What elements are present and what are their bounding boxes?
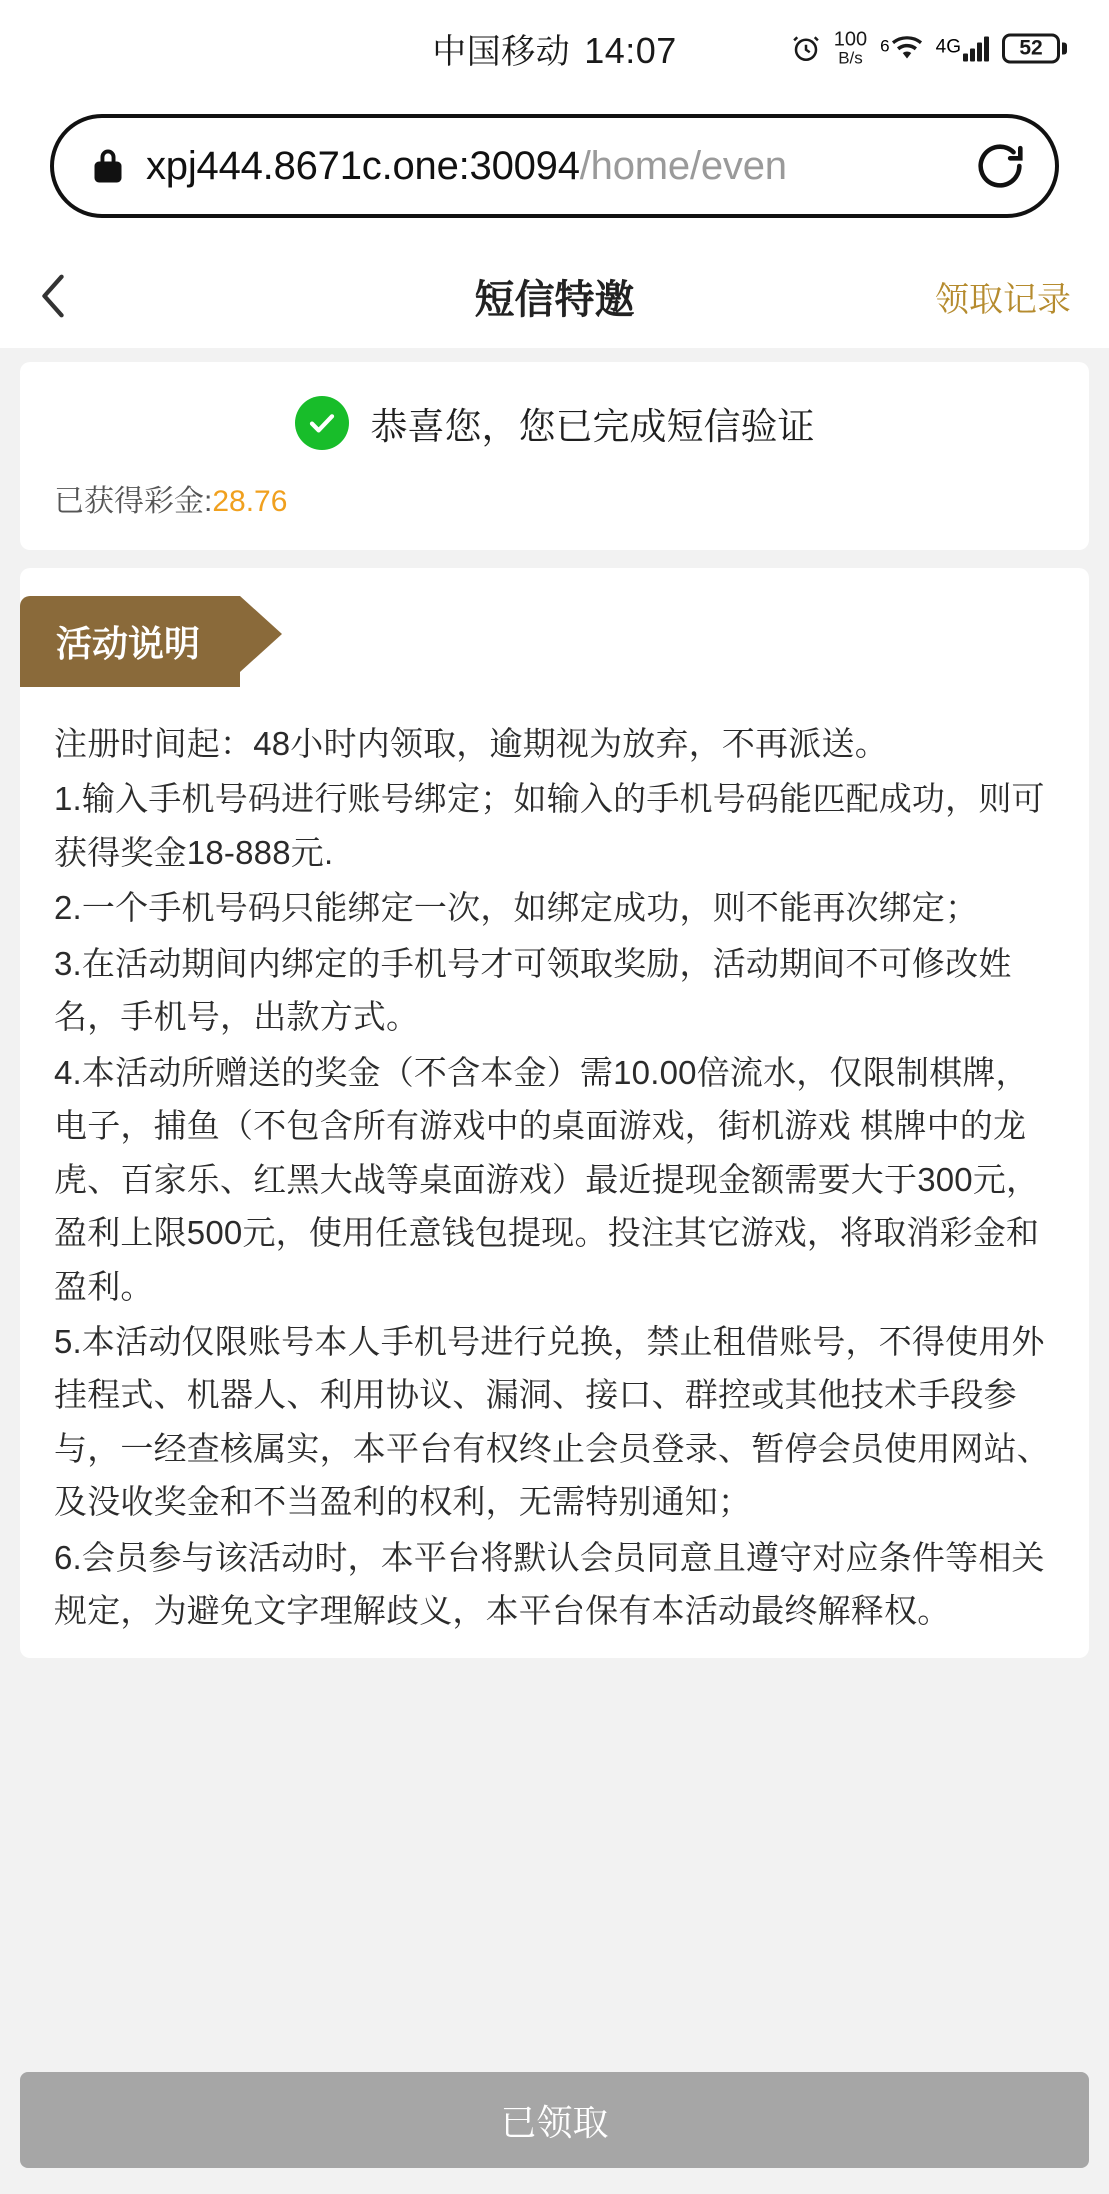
url-host: xpj444.8671c.one:30094 [146,143,580,188]
activity-rules-card [20,568,1089,1658]
verification-success-card [20,362,1089,550]
wifi-icon [880,35,922,61]
url-text[interactable] [146,144,957,189]
wifi-generation-label: 6 [880,36,890,55]
bonus-amount: 28.76 [212,485,288,518]
page-title: 短信特邀 [474,277,635,322]
address-bar[interactable] [50,114,1059,218]
alarm-clock-icon [791,33,821,63]
page-content [0,348,1109,2066]
check-circle-icon [295,396,349,450]
page-header [0,244,1109,348]
bonus-label: 已获得彩金: [54,485,213,518]
battery-tip [1062,42,1067,54]
clock-label: 14:07 [584,29,677,71]
rule-paragraph: 2.一个手机号码只能绑定一次，如绑定成功，则不能再次绑定； [54,889,979,927]
claim-records-link[interactable]: 领取记录 [935,280,1071,319]
lock-icon [90,145,126,187]
claim-button[interactable]: 已领取 [20,2072,1089,2168]
bonus-row [54,476,1055,520]
signal-bars-icon [963,35,989,61]
url-path: /home/even [579,143,787,188]
rule-paragraph: 4.本活动所赠送的奖金（不含本金）需10.00倍流水，仅限制棋牌，电子，捕鱼（不包含所有游戏中的桌面游戏，街机游戏 棋牌中的龙虎、百家乐、红黑大战等桌面游戏）最近提现金额需要大于300元，盈利上限500元，使用任意钱包提现。投注其它游戏，将取消彩金和盈利。 [54,1053,1040,1305]
browser-toolbar [0,96,1109,244]
rules-text [20,687,1089,1638]
reload-icon[interactable] [971,137,1029,195]
success-row [54,396,1055,450]
rule-paragraph: 3.在活动期间内绑定的手机号才可领取奖励，活动期间不可修改姓名，手机号，出款方式。 [54,944,1012,1036]
rules-ribbon-title: 活动说明 [20,596,240,687]
mobile-network-indicator [936,35,989,61]
battery-level-label: 52 [1002,33,1060,63]
rule-paragraph: 1.输入手机号码进行账号绑定；如输入的手机号码能匹配成功，则可获得奖金18-888元. [54,780,1045,871]
network-speed-value: 100 [833,28,868,51]
status-bar-icons [791,30,1067,67]
network-type-label: 4G [935,36,961,57]
status-bar [0,0,1109,96]
network-speed-unit: B/s [838,48,863,68]
rule-paragraph: 6.会员参与该活动时，本平台将默认会员同意且遵守对应条件等相关规定，为避免文字理解歧义，本平台保有本活动最终解释权。 [54,1538,1045,1630]
rule-paragraph: 5.本活动仅限账号本人手机号进行兑换，禁止租借账号，不得使用外挂程式、机器人、利用协议、漏洞、接口、群控或其他技术手段参与，一经查核属实，本平台有权终止会员登录、暂停会员使用网站、及没收奖金和不当盈利的权利，无需特别通知； [54,1322,1050,1521]
carrier-label: 中国移动 [432,32,571,71]
status-bar-center [432,24,677,73]
battery-icon [1002,33,1067,63]
success-message: 恭喜您，您已完成短信验证 [370,406,815,447]
network-speed-indicator [834,30,867,67]
rule-paragraph: 注册时间起：48小时内领取，逾期视为放弃，不再派送。 [54,725,888,762]
bottom-action-bar [0,2066,1109,2194]
